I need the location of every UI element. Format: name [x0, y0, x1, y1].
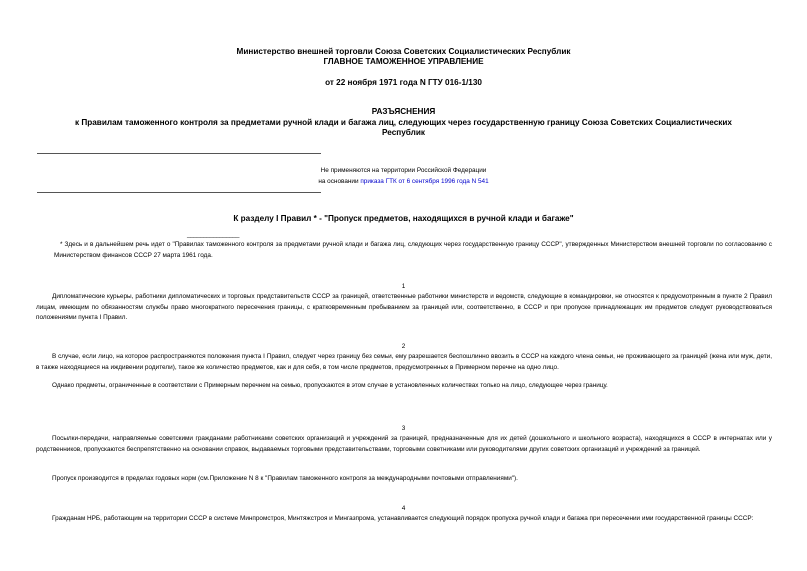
divider-bottom: [37, 192, 321, 193]
item-1-paragraph-1: Дипломатические курьеры, работники дипломатических и торговых представительств СССР за границей, ответственные работники министерств и ведомств, следующие в командировки, не относятся к предусмотренным в пункте 2 Правил лицам, имеющим по обязанностям службы право многократного пересечения границы, с кратковременным пребыванием за границей или, соответственно, в СССР и при пропуске принадлежащих им предметов следует руководствоваться положениями пункта I Правил.: [36, 293, 772, 321]
item-3-paragraph-2: Пропуск производится в пределах годовых норм (см.Приложение N 8 к "Правилам таможенного контроля за международными почтовыми отправлениями").: [52, 475, 518, 482]
order-link[interactable]: приказа ГТК от 6 сентября 1996 года N 541: [360, 178, 489, 185]
divider-top: [37, 153, 321, 154]
item-2-paragraph-1: В случае, если лицо, на которое распространяются положения пункта I Правил, следует через границу без семьи, ему разрешается беспошлинно ввозить в СССР на каждого члена семьи, не проживающего за границей (жена или муж, дети, в также находящиеся на иждивении родители), такое же количество предметов, как и для себя, в том числе предметов, предусмотренных в Примерном перечне на одно лицо.: [36, 353, 772, 371]
status-prefix: на основании: [318, 178, 361, 185]
order-number: от 22 ноября 1971 года N ГТУ 016-1/130: [325, 78, 482, 87]
document-subtitle-line1: к Правилам таможенного контроля за предметами ручной клади и багажа лиц, следующих через государственную границу Союза Советских Социалистических: [75, 118, 732, 127]
footnote-paragraph: * Здесь и в дальнейшем речь идет о "Правилах таможенного контроля за предметами ручной клади и багажа лиц, следующих через государственную границу СССР", утвержденных Министерством внешней торговли по согласованию с Министерством финансов СССР 27 марта 1961 года.: [54, 241, 772, 259]
status-line1: Не применяются на территории Российской Федерации: [320, 167, 487, 174]
department-name: ГЛАВНОЕ ТАМОЖЕННОЕ УПРАВЛЕНИЕ: [323, 57, 484, 66]
item-number-1: 1: [401, 283, 406, 290]
footnote-text: [54, 240, 772, 261]
item-4-paragraph-1: Гражданам НРБ, работающим на территории СССР в системе Минпромстроя, Минтяжстроя и Мингазпрома, устанавливается следующий порядок пропуска ручной клади и багажа при пересечении ими государственной границы СССР:: [52, 515, 754, 522]
footnote-separator: ________________: [187, 231, 240, 238]
section-heading: К разделу I Правил * - "Пропуск предметов, находящихся в ручной клади и багаже": [233, 214, 574, 223]
item-3-paragraph-1: Посылки-передачи, направляемые советскими гражданами работниками советских организаций и учреждений за границей, предназначенные для их детей (дошкольного и школьного возраста), находящихся в СССР в интернатах или у родственников, пропускаются беспрепятственно на основании справок, выдаваемых торговыми представительствами, торговыми советниками или руководителями других советских организаций и учреждений за границей.: [36, 435, 772, 453]
item-number-2: 2: [401, 343, 406, 350]
document-subtitle-line2: Республик: [382, 128, 425, 137]
ministry-name: Министерство внешней торговли Союза Советских Социалистических Республик: [236, 47, 571, 56]
status-line2: [0, 177, 807, 187]
document-title: РАЗЪЯСНЕНИЯ: [371, 107, 436, 116]
item-number-4: 4: [401, 505, 406, 512]
item-number-3: 3: [401, 425, 406, 432]
item-2-paragraph-2: Однако предметы, ограниченные в соответствии с Примерным перечнем на семью, пропускаются в этом случае в установленных количествах только на лицо, следующее через границу.: [52, 382, 608, 389]
